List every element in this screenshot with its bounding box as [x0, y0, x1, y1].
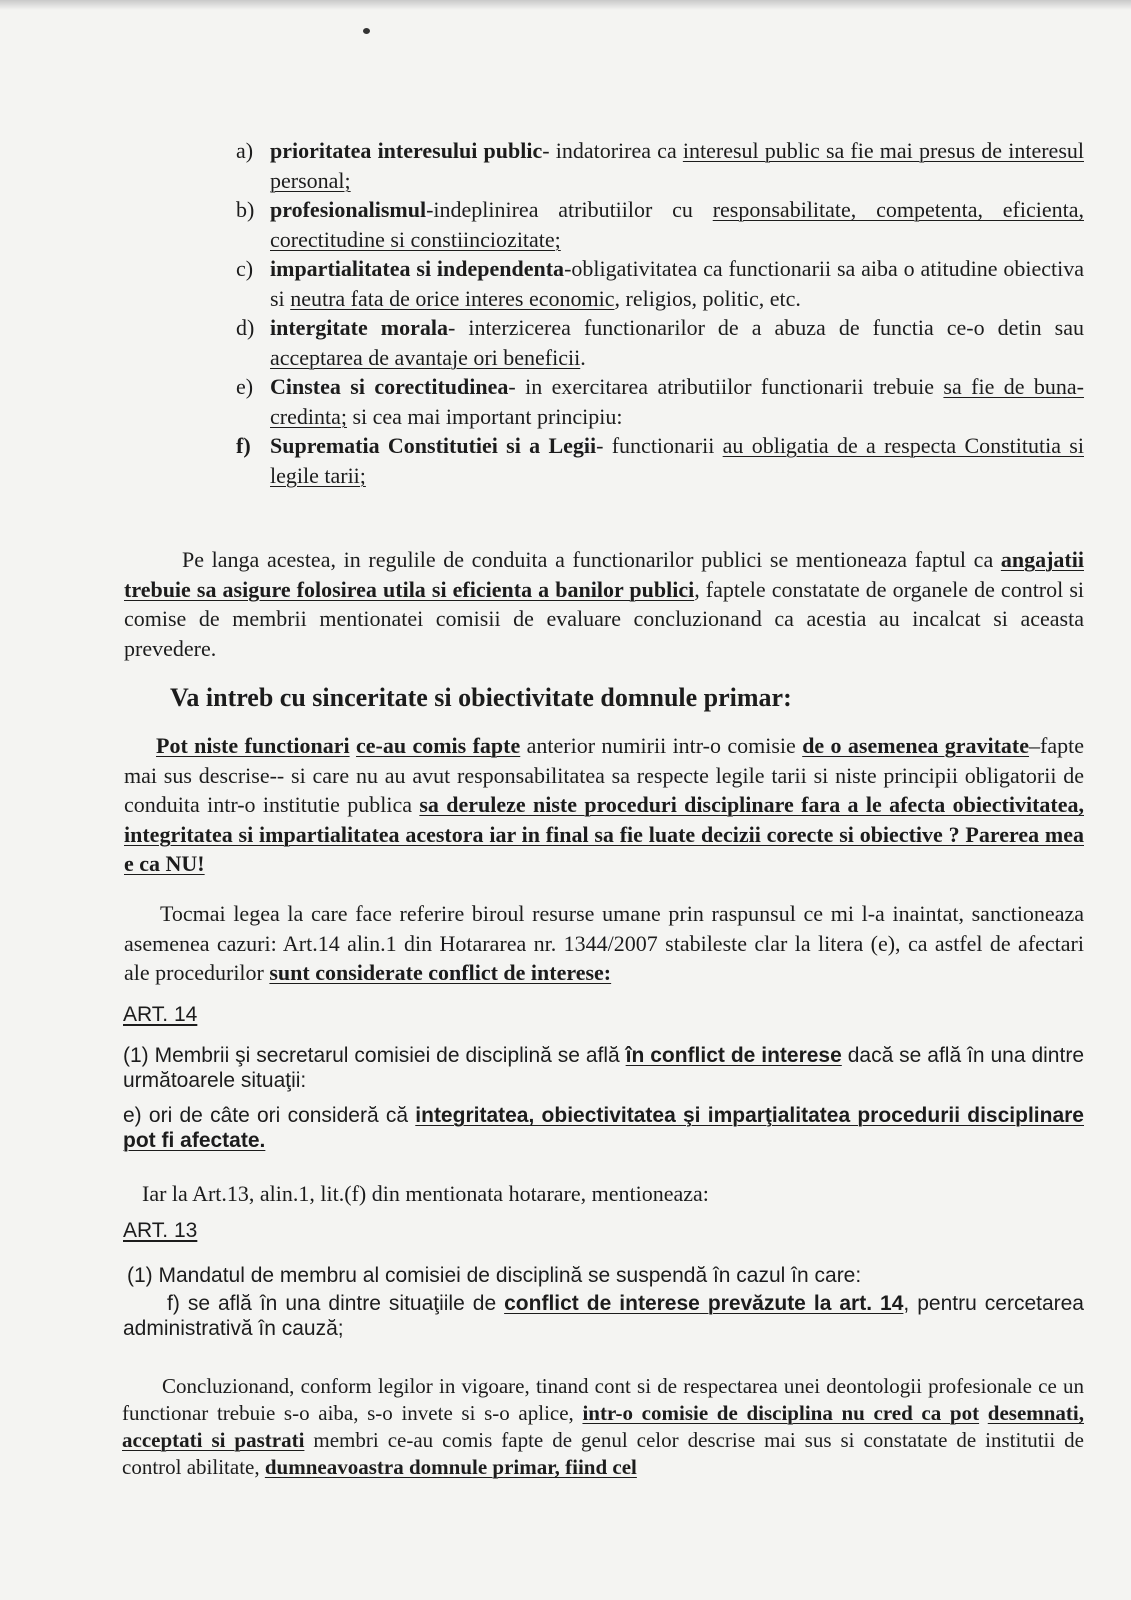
paragraph-emphasis: sa deruleze niste proceduri disciplinare fara a le afecta obiectivitatea, integritatea si impartialitatea acestora iar in final sa fie luate decizii corecte si obiective ? Parerea mea e ca NU!: [124, 792, 1084, 876]
list-item: [236, 372, 1084, 431]
scan-speck: [363, 28, 370, 34]
paragraph-question: [124, 731, 1084, 879]
article-14-paragraph-1: [123, 1043, 1084, 1093]
list-marker: b): [236, 197, 255, 222]
article-title-text: ART. 14: [123, 1003, 198, 1026]
principle-text: interzicerea functionarilor de a abuza de functia ce-o detin sau: [455, 315, 1084, 340]
paragraph-law-reference: [124, 899, 1084, 988]
paragraph-text: , faptele constatate de organele de control si comise de membrii mentionatei comisii de evaluare concluzionand ca acestia au incalcat si aceasta prevedere.: [124, 576, 1085, 661]
principle-term: impartialitatea si independenta: [270, 256, 565, 281]
paragraph-emphasis: sunt considerate conflict de interese:: [269, 960, 612, 985]
article-13-paragraph-1: [127, 1263, 1084, 1288]
list-item: [236, 254, 1084, 313]
principle-underlined: responsabilitate, competenta, eficienta, corectitudine si constiinciozitate;: [270, 197, 1084, 252]
paragraph-art13-intro: [142, 1179, 1082, 1209]
paragraph-text: e) ori de câte ori consideră că: [123, 1104, 416, 1127]
paragraph-text: (1) Membrii şi secretarul comisiei de disciplină se află: [123, 1044, 626, 1067]
principle-dash: -: [542, 138, 550, 163]
paragraph-text: Tocmai legea la care face referire biroul resurse umane prin raspunsul ce mi l-a inaintat, sanctioneaza asemenea cazuri: Art.14 alin.1 din Hotararea nr. 1344/2007 stabileste clar la litera (e), ca astfel de afectari ale procedurilor: [124, 901, 1084, 985]
paragraph-text: –fapte mai sus descrise-- si care nu au avut responsabilitatea sa respecte legile tarii si niste principii obligatorii de conduita intr-o institutie publica: [124, 733, 1084, 817]
principle-term: prioritatea interesului public: [270, 138, 543, 163]
principle-underlined: acceptarea de avantaje ori beneficii: [270, 344, 581, 370]
paragraph-text: f) se află în una dintre situaţiile de: [167, 1292, 505, 1315]
paragraph-text: dacă se află în una dintre următoarele situaţii:: [123, 1044, 1084, 1092]
list-item: [236, 313, 1084, 372]
paragraph-conclusion: [122, 1373, 1084, 1481]
principle-term: intergitate morala: [270, 315, 448, 340]
paragraph-text: [979, 1401, 988, 1425]
principle-term: profesionalismul: [270, 197, 427, 222]
principle-underlined: sa fie de buna-credinta;: [270, 374, 1084, 429]
paragraph-emphasis: desemnati, acceptati si pastrati: [122, 1401, 1085, 1452]
principle-underlined: au obligatia de a respecta Constitutia si legile tarii;: [270, 433, 1084, 488]
paragraph-emphasis: conflict de interese prevăzute la art. 14: [504, 1292, 904, 1315]
list-marker: e): [236, 374, 254, 399]
paragraph-emphasis: integritatea, obiectivitatea şi imparţialitatea procedurii disciplinare pot fi afectate.: [123, 1104, 1084, 1152]
list-item: [236, 195, 1084, 254]
list-marker: f): [236, 433, 251, 458]
paragraph-text: anterior numirii intr-o comisie: [520, 733, 803, 758]
paragraph-emphasis: în conflict de interese: [625, 1044, 842, 1067]
section-heading: Va intreb cu sinceritate si obiectivitate domnule primar:: [170, 683, 792, 712]
paragraph-emphasis: de o asemenea gravitate: [802, 733, 1030, 758]
paragraph-emphasis: Pot niste functionari: [156, 733, 350, 758]
principle-text: indeplinirea atributiilor cu: [433, 197, 713, 222]
principle-text: functionarii: [603, 433, 723, 458]
principle-underlined: neutra fata de orice interes economic: [290, 285, 615, 311]
principle-tail: si cea mai important principiu:: [346, 403, 623, 429]
article-13-title: [123, 1219, 197, 1243]
principle-text: indatorirea ca: [549, 138, 683, 163]
article-13-paragraph-f: [123, 1291, 1084, 1341]
paragraph-text: membri ce-au comis fapte de genul celor descrise mai sus si constatate de institutii de control abilitate,: [122, 1428, 1084, 1479]
article-14-paragraph-e: [123, 1103, 1084, 1153]
principle-dash: -: [426, 197, 434, 222]
principle-text: in exercitarea atributiilor functionarii trebuie: [515, 374, 944, 399]
principle-tail: .: [580, 344, 586, 370]
principle-dash: -: [564, 256, 572, 281]
paragraph-emphasis: dumneavoastra domnule primar, fiind cel: [264, 1455, 637, 1479]
principle-dash: -: [596, 433, 604, 458]
list-marker: a): [236, 138, 254, 163]
principle-dash: -: [508, 374, 516, 399]
principle-term: Cinstea si corectitudinea: [270, 374, 509, 399]
principle-term: Suprematia Constitutiei si a Legii: [270, 433, 597, 458]
principle-tail: , religios, politic, etc.: [614, 285, 801, 311]
principle-dash: -: [447, 315, 456, 340]
list-item: [236, 431, 1084, 490]
paragraph-text: Iar la Art.13, alin.1, lit.(f) din mentionata hotarare, mentioneaza:: [142, 1181, 709, 1206]
principles-list: [236, 136, 1084, 490]
paragraph-conduct-rules: [124, 545, 1084, 663]
paragraph-text: Concluzionand, conform legilor in vigoare, tinand cont si de respectarea unei deontologii profesionale ce un functionar trebuie s-o aiba, s-o invete si s-o aplice,: [122, 1374, 1084, 1425]
list-item: [236, 136, 1084, 195]
paragraph-text: (1) Mandatul de membru al comisiei de disciplină se suspendă în cazul în care:: [127, 1264, 862, 1287]
principle-underlined: interesul public sa fie mai presus de interesul personal;: [270, 138, 1084, 193]
article-14-title: [123, 1003, 197, 1027]
paragraph-emphasis: ce-au comis fapte: [356, 733, 521, 758]
list-marker: d): [236, 315, 255, 340]
paragraph-emphasis: intr-o comisie de disciplina nu cred ca pot: [582, 1401, 980, 1425]
page-top-edge: [0, 0, 1131, 10]
article-title-text: ART. 13: [123, 1219, 198, 1242]
paragraph-text: Pe langa acestea, in regulile de conduita a functionarilor publici se mentioneaza faptul ca: [182, 547, 1001, 572]
list-marker: c): [236, 256, 254, 281]
paragraph-emphasis: angajatii trebuie sa asigure folosirea utila si eficienta a banilor publici: [124, 547, 1084, 602]
paragraph-text: , pentru cercetarea administrativă în cauză;: [123, 1292, 1084, 1340]
principle-text: obligativitatea ca functionarii sa aiba o atitudine obiectiva si: [270, 256, 1084, 311]
